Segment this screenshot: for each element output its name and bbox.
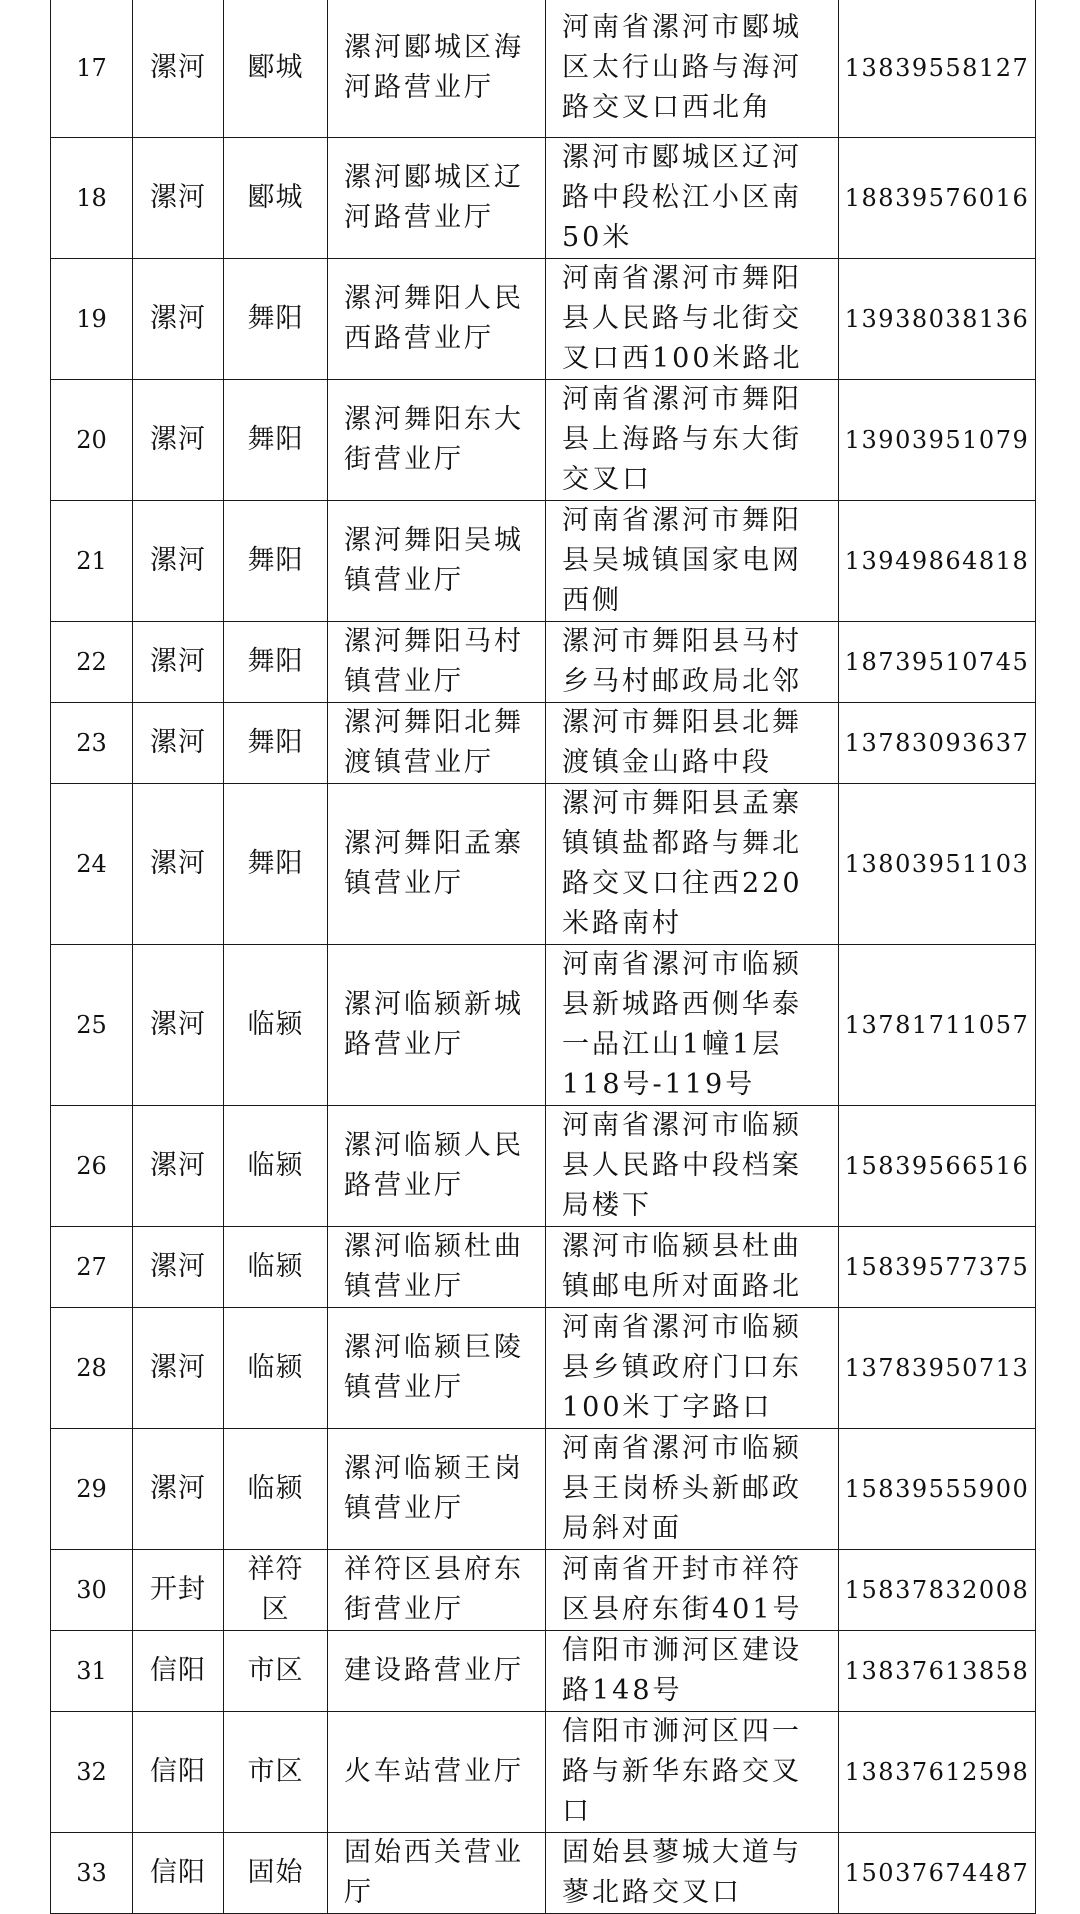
table-row: [51, 1226, 1036, 1307]
table-row: [51, 1711, 1036, 1832]
city-cell: 漯河: [133, 1226, 224, 1307]
table-row: [51, 1832, 1036, 1913]
row-number: 30: [51, 1549, 133, 1630]
phone-cell: 18739510745: [839, 621, 1036, 702]
district-cell: 临颍: [224, 1428, 328, 1549]
hall-name-cell: 漯河舞阳北舞渡镇营业厅: [328, 702, 546, 783]
address-cell: 漯河市郾城区辽河路中段松江小区南50米: [546, 137, 839, 258]
row-number: 24: [51, 783, 133, 944]
table-row: [51, 1549, 1036, 1630]
row-number: 22: [51, 621, 133, 702]
phone-cell: 15839555900: [839, 1428, 1036, 1549]
district-cell: 固始: [224, 1832, 328, 1913]
address-cell: 河南省漯河市郾城区太行山路与海河路交叉口西北角: [546, 0, 839, 137]
hall-name-cell: 漯河郾城区辽河路营业厅: [328, 137, 546, 258]
city-cell: 信阳: [133, 1832, 224, 1913]
row-number: 29: [51, 1428, 133, 1549]
city-cell: 信阳: [133, 1711, 224, 1832]
table-row: [51, 1428, 1036, 1549]
city-cell: 漯河: [133, 783, 224, 944]
table-row: [51, 258, 1036, 379]
city-cell: 漯河: [133, 137, 224, 258]
row-number: 31: [51, 1630, 133, 1711]
city-cell: 开封: [133, 1549, 224, 1630]
district-cell: 郾城: [224, 0, 328, 137]
table-row: [51, 137, 1036, 258]
table-row: [51, 379, 1036, 500]
district-cell: 舞阳: [224, 258, 328, 379]
row-number: 21: [51, 500, 133, 621]
hall-name-cell: 漯河舞阳东大街营业厅: [328, 379, 546, 500]
hall-name-cell: 漯河临颍王岗镇营业厅: [328, 1428, 546, 1549]
district-cell: 临颍: [224, 1307, 328, 1428]
district-cell: 临颍: [224, 1226, 328, 1307]
address-cell: 信阳市浉河区四一路与新华东路交叉口: [546, 1711, 839, 1832]
row-number: 20: [51, 379, 133, 500]
row-number: 19: [51, 258, 133, 379]
table-body: [51, 0, 1036, 1913]
phone-cell: 15837832008: [839, 1549, 1036, 1630]
row-number: 25: [51, 944, 133, 1105]
phone-cell: 15839577375: [839, 1226, 1036, 1307]
district-cell: 舞阳: [224, 783, 328, 944]
district-cell: 郾城: [224, 137, 328, 258]
table-row: [51, 944, 1036, 1105]
city-cell: 漯河: [133, 500, 224, 621]
phone-cell: 15037674487: [839, 1832, 1036, 1913]
phone-cell: 13839558127: [839, 0, 1036, 137]
hall-name-cell: 漯河临颍人民路营业厅: [328, 1105, 546, 1226]
table-row: [51, 702, 1036, 783]
hall-name-cell: 漯河郾城区海河路营业厅: [328, 0, 546, 137]
row-number: 18: [51, 137, 133, 258]
address-cell: 河南省漯河市临颍县王岗桥头新邮政局斜对面: [546, 1428, 839, 1549]
hall-name-cell: 漯河舞阳吴城镇营业厅: [328, 500, 546, 621]
district-cell: 临颍: [224, 944, 328, 1105]
district-cell: 舞阳: [224, 379, 328, 500]
phone-cell: 18839576016: [839, 137, 1036, 258]
hall-name-cell: 漯河临颍杜曲镇营业厅: [328, 1226, 546, 1307]
address-cell: 河南省漯河市舞阳县人民路与北街交叉口西100米路北: [546, 258, 839, 379]
row-number: 23: [51, 702, 133, 783]
service-hall-table: [50, 0, 1036, 1914]
phone-cell: 13781711057: [839, 944, 1036, 1105]
phone-cell: 13837612598: [839, 1711, 1036, 1832]
phone-cell: 13938038136: [839, 258, 1036, 379]
city-cell: 漯河: [133, 1307, 224, 1428]
hall-name-cell: 火车站营业厅: [328, 1711, 546, 1832]
row-number: 28: [51, 1307, 133, 1428]
hall-name-cell: 漯河舞阳马村镇营业厅: [328, 621, 546, 702]
phone-cell: 13783950713: [839, 1307, 1036, 1428]
hall-name-cell: 漯河舞阳孟寨镇营业厅: [328, 783, 546, 944]
row-number: 32: [51, 1711, 133, 1832]
city-cell: 信阳: [133, 1630, 224, 1711]
phone-cell: 15839566516: [839, 1105, 1036, 1226]
table-row: [51, 621, 1036, 702]
phone-cell: 13949864818: [839, 500, 1036, 621]
district-cell: 临颍: [224, 1105, 328, 1226]
city-cell: 漯河: [133, 944, 224, 1105]
city-cell: 漯河: [133, 379, 224, 500]
district-cell: 舞阳: [224, 621, 328, 702]
hall-name-cell: 祥符区县府东街营业厅: [328, 1549, 546, 1630]
address-cell: 固始县蓼城大道与蓼北路交叉口: [546, 1832, 839, 1913]
address-cell: 河南省开封市祥符区县府东街401号: [546, 1549, 839, 1630]
city-cell: 漯河: [133, 258, 224, 379]
district-cell: 祥符区: [224, 1549, 328, 1630]
hall-name-cell: 建设路营业厅: [328, 1630, 546, 1711]
address-cell: 漯河市舞阳县孟寨镇镇盐都路与舞北路交叉口往西220米路南村: [546, 783, 839, 944]
address-cell: 河南省漯河市临颍县新城路西侧华泰一品江山1幢1层118号-119号: [546, 944, 839, 1105]
row-number: 33: [51, 1832, 133, 1913]
phone-cell: 13903951079: [839, 379, 1036, 500]
address-cell: 漯河市临颍县杜曲镇邮电所对面路北: [546, 1226, 839, 1307]
hall-name-cell: 漯河临颍新城路营业厅: [328, 944, 546, 1105]
address-cell: 信阳市浉河区建设路148号: [546, 1630, 839, 1711]
address-cell: 漯河市舞阳县北舞渡镇金山路中段: [546, 702, 839, 783]
row-number: 26: [51, 1105, 133, 1226]
city-cell: 漯河: [133, 1428, 224, 1549]
table-row: [51, 783, 1036, 944]
city-cell: 漯河: [133, 0, 224, 137]
district-cell: 舞阳: [224, 500, 328, 621]
address-cell: 河南省漯河市临颍县乡镇政府门口东100米丁字路口: [546, 1307, 839, 1428]
city-cell: 漯河: [133, 702, 224, 783]
row-number: 17: [51, 0, 133, 137]
hall-name-cell: 漯河舞阳人民西路营业厅: [328, 258, 546, 379]
row-number: 27: [51, 1226, 133, 1307]
city-cell: 漯河: [133, 621, 224, 702]
district-cell: 舞阳: [224, 702, 328, 783]
city-cell: 漯河: [133, 1105, 224, 1226]
table-row: [51, 0, 1036, 137]
address-cell: 河南省漯河市舞阳县上海路与东大街交叉口: [546, 379, 839, 500]
table-row: [51, 1630, 1036, 1711]
address-cell: 河南省漯河市临颍县人民路中段档案局楼下: [546, 1105, 839, 1226]
district-cell: 市区: [224, 1711, 328, 1832]
district-cell: 市区: [224, 1630, 328, 1711]
hall-name-cell: 固始西关营业厅: [328, 1832, 546, 1913]
phone-cell: 13837613858: [839, 1630, 1036, 1711]
table-row: [51, 1307, 1036, 1428]
address-cell: 河南省漯河市舞阳县吴城镇国家电网西侧: [546, 500, 839, 621]
address-cell: 漯河市舞阳县马村乡马村邮政局北邻: [546, 621, 839, 702]
table-row: [51, 500, 1036, 621]
table-row: [51, 1105, 1036, 1226]
hall-name-cell: 漯河临颍巨陵镇营业厅: [328, 1307, 546, 1428]
phone-cell: 13783093637: [839, 702, 1036, 783]
phone-cell: 13803951103: [839, 783, 1036, 944]
